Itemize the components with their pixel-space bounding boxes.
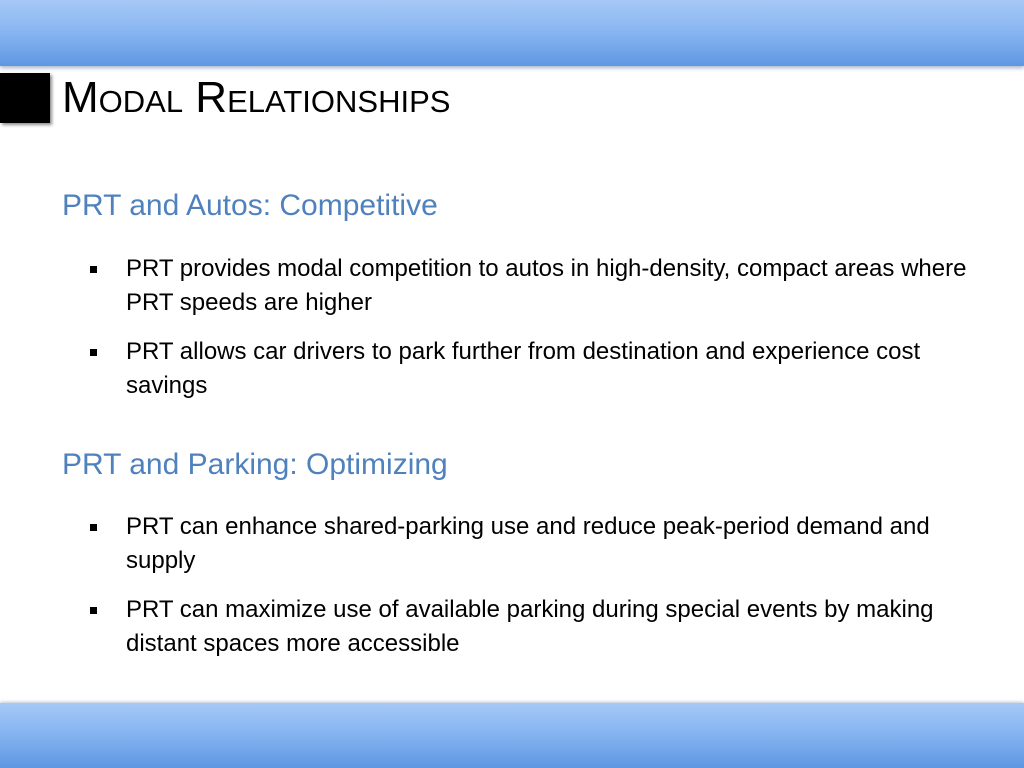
section-heading-autos: PRT and Autos: Competitive: [62, 189, 438, 222]
bullet-item: [90, 335, 990, 403]
square-bullet-icon: [90, 266, 97, 273]
square-bullet-icon: [90, 607, 97, 614]
section-heading-parking: PRT and Parking: Optimizing: [62, 448, 448, 481]
square-bullet-icon: [90, 349, 97, 356]
slide-title: Modal Relationships: [62, 73, 451, 122]
header-band: [0, 0, 1024, 66]
bullet-text: PRT can enhance shared-parking use and reduce peak-period demand and supply: [126, 513, 930, 574]
bullet-list-parking: [90, 510, 990, 676]
title-square-accent: [0, 73, 50, 123]
bullet-text: PRT allows car drivers to park further from destination and experience cost savings: [126, 338, 921, 399]
bullet-item: [90, 510, 990, 578]
bullet-text: PRT can maximize use of available parking during special events by making distant spaces more accessible: [126, 596, 934, 657]
bullet-item: [90, 252, 990, 320]
bullet-text: PRT provides modal competition to autos in high-density, compact areas where PRT speeds are higher: [126, 255, 967, 316]
bullet-item: [90, 593, 990, 661]
bullet-list-autos: [90, 252, 990, 418]
footer-band: [0, 703, 1024, 768]
square-bullet-icon: [90, 524, 97, 531]
